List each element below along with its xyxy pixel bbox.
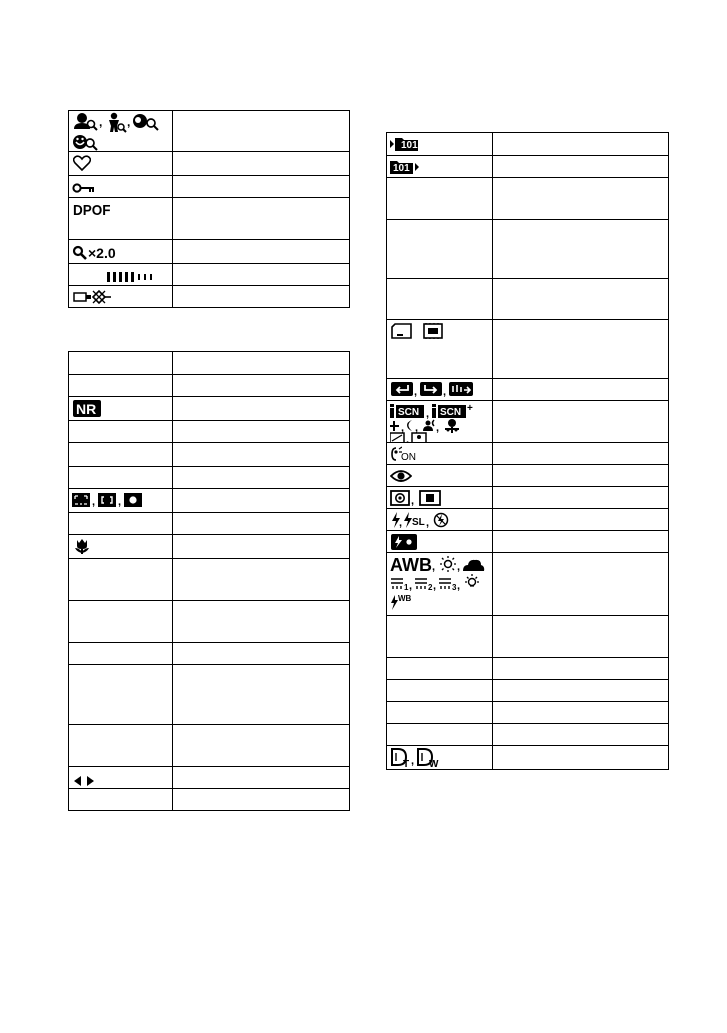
table-row bbox=[68, 643, 350, 665]
table-row bbox=[386, 465, 669, 487]
table-row bbox=[386, 320, 669, 379]
table-row bbox=[68, 152, 350, 176]
svg-text:SCN: SCN bbox=[398, 407, 420, 418]
table-row bbox=[68, 397, 350, 421]
svg-text:,: , bbox=[457, 561, 461, 573]
memory-card-internal-memory-icons bbox=[391, 323, 447, 344]
svg-text:,: , bbox=[406, 434, 410, 443]
table-row bbox=[386, 509, 669, 531]
svg-text:,: , bbox=[443, 386, 447, 397]
af-illuminator-on-label: ON bbox=[401, 452, 416, 463]
table-row bbox=[68, 176, 350, 198]
svg-text:,: , bbox=[399, 517, 403, 528]
zoom-scaling-label: ×2.0 bbox=[88, 245, 116, 261]
svg-text:1: 1 bbox=[404, 583, 409, 592]
table-row bbox=[386, 616, 669, 658]
red-eye-icon bbox=[390, 469, 412, 488]
protect-key-icon bbox=[72, 181, 96, 199]
face-detection-icons bbox=[72, 112, 164, 157]
table-row bbox=[386, 220, 669, 279]
dpof-print-mark: DPOF bbox=[73, 202, 111, 219]
svg-text:,: , bbox=[415, 422, 419, 434]
svg-text:SCN: SCN bbox=[440, 407, 462, 418]
svg-text:,: , bbox=[99, 115, 103, 129]
table-row bbox=[68, 421, 350, 443]
svg-text:,: , bbox=[432, 561, 436, 573]
table-row bbox=[68, 443, 350, 467]
svg-text:WB: WB bbox=[398, 594, 412, 603]
return-display-icons bbox=[391, 381, 475, 402]
flash-charge-icon bbox=[391, 534, 417, 555]
svg-text:,: , bbox=[411, 495, 415, 506]
usb-disconnect-icon bbox=[73, 289, 113, 310]
svg-text:T: T bbox=[403, 759, 410, 768]
table-row bbox=[68, 110, 350, 152]
table-row bbox=[386, 178, 669, 220]
af-area-icons bbox=[72, 492, 142, 513]
white-balance-icons bbox=[390, 555, 490, 618]
svg-text:SL: SL bbox=[412, 517, 425, 528]
scene-recognition-icons bbox=[390, 403, 490, 448]
folder-number: 101 bbox=[393, 163, 410, 174]
table-row bbox=[68, 513, 350, 535]
svg-text:3: 3 bbox=[452, 583, 457, 592]
table-row bbox=[386, 702, 669, 724]
svg-text:,: , bbox=[436, 422, 440, 434]
table-row bbox=[386, 531, 669, 553]
table-row bbox=[68, 535, 350, 559]
svg-text:,: , bbox=[411, 755, 415, 767]
table-row bbox=[386, 553, 669, 616]
zoom-scaling-icon bbox=[72, 245, 88, 266]
table-row bbox=[68, 467, 350, 489]
table-row bbox=[68, 264, 350, 286]
table-row bbox=[68, 559, 350, 601]
svg-text:,: , bbox=[92, 496, 96, 508]
svg-text:W: W bbox=[429, 759, 439, 768]
metering-mode-icons bbox=[390, 490, 446, 511]
table-row bbox=[386, 487, 669, 509]
svg-text:AWB: AWB bbox=[390, 555, 432, 575]
table-row bbox=[68, 489, 350, 513]
table-row bbox=[386, 401, 669, 443]
table-row bbox=[386, 443, 669, 465]
svg-text:2: 2 bbox=[428, 583, 433, 592]
table-row bbox=[68, 665, 350, 725]
table-row bbox=[68, 351, 350, 375]
table-row bbox=[68, 601, 350, 643]
table-row bbox=[68, 198, 350, 240]
noise-reduction-label: NR bbox=[76, 401, 97, 417]
favorite-heart-icon bbox=[73, 155, 91, 176]
svg-text:,: , bbox=[433, 580, 437, 592]
svg-text:,: , bbox=[127, 115, 131, 129]
svg-text:+: + bbox=[467, 403, 473, 414]
flash-mode-icons bbox=[391, 512, 463, 533]
svg-text:,: , bbox=[401, 422, 405, 434]
table-row bbox=[386, 680, 669, 702]
table-row bbox=[386, 379, 669, 401]
table-row bbox=[68, 286, 350, 308]
dro-icons bbox=[390, 748, 450, 773]
folder-number: 101 bbox=[401, 140, 418, 151]
table-row bbox=[68, 375, 350, 397]
table-row bbox=[386, 746, 669, 770]
table-row bbox=[386, 658, 669, 680]
table-row bbox=[386, 156, 669, 178]
table-row bbox=[386, 132, 669, 156]
macro-tulip-icon bbox=[73, 538, 91, 560]
table-row bbox=[68, 240, 350, 264]
svg-text:,: , bbox=[118, 496, 122, 508]
table-row bbox=[386, 724, 669, 746]
svg-text:,: , bbox=[457, 580, 461, 592]
table-row bbox=[68, 789, 350, 811]
table-row bbox=[68, 767, 350, 789]
svg-text:,: , bbox=[414, 386, 418, 397]
svg-text:,: , bbox=[426, 517, 430, 528]
table-row bbox=[68, 725, 350, 767]
svg-text:,: , bbox=[426, 408, 430, 420]
svg-text:,: , bbox=[409, 580, 413, 592]
table-row bbox=[386, 279, 669, 320]
